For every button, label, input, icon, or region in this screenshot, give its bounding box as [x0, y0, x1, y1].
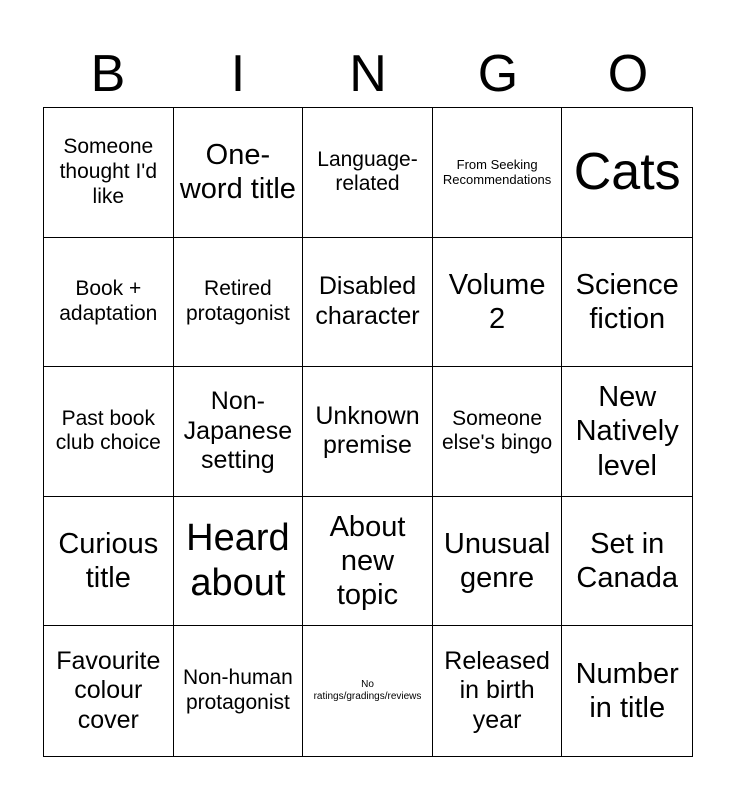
bingo-cell[interactable]: About new topic — [303, 497, 433, 627]
bingo-cell[interactable]: Retired protagonist — [174, 238, 304, 368]
bingo-board — [43, 107, 693, 757]
header-letter-o: O — [607, 45, 649, 103]
header-letter-i: I — [230, 45, 246, 103]
bingo-cell[interactable]: Curious title — [44, 497, 174, 627]
bingo-cell[interactable]: Released in birth year — [433, 626, 563, 756]
bingo-cell[interactable]: Disabled character — [303, 238, 433, 368]
bingo-cell[interactable]: Volume 2 — [433, 238, 563, 368]
bingo-cell[interactable]: Someone else's bingo — [433, 367, 563, 497]
bingo-cell[interactable]: Language-related — [303, 108, 433, 238]
bingo-cell[interactable]: Non-Japanese setting — [174, 367, 304, 497]
bingo-header — [43, 42, 693, 106]
bingo-cell[interactable]: Science fiction — [562, 238, 692, 368]
bingo-cell[interactable]: Unusual genre — [433, 497, 563, 627]
header-letter-g: G — [477, 45, 519, 103]
bingo-cell[interactable]: Favourite colour cover — [44, 626, 174, 756]
bingo-cell[interactable]: From Seeking Recommendations — [433, 108, 563, 238]
bingo-cell[interactable]: Cats — [562, 108, 692, 238]
header-letter-n: N — [349, 45, 387, 103]
bingo-cell[interactable]: New Natively level — [562, 367, 692, 497]
bingo-cell[interactable]: Non-human protagonist — [174, 626, 304, 756]
bingo-cell[interactable]: Heard about — [174, 497, 304, 627]
bingo-cell[interactable]: Number in title — [575, 657, 679, 725]
bingo-cell[interactable]: No ratings/gradings/reviews — [303, 626, 433, 756]
bingo-cell[interactable]: One-word title — [174, 108, 304, 238]
bingo-cell[interactable]: Unknown premise — [303, 367, 433, 497]
header-letter-b: B — [90, 45, 126, 103]
bingo-cell[interactable]: Set in Canada — [562, 497, 692, 627]
bingo-cell[interactable]: Book + adaptation — [44, 238, 174, 368]
bingo-cell[interactable]: Past book club choice — [44, 367, 174, 497]
bingo-cell[interactable]: Someone thought I'd like — [44, 108, 174, 238]
